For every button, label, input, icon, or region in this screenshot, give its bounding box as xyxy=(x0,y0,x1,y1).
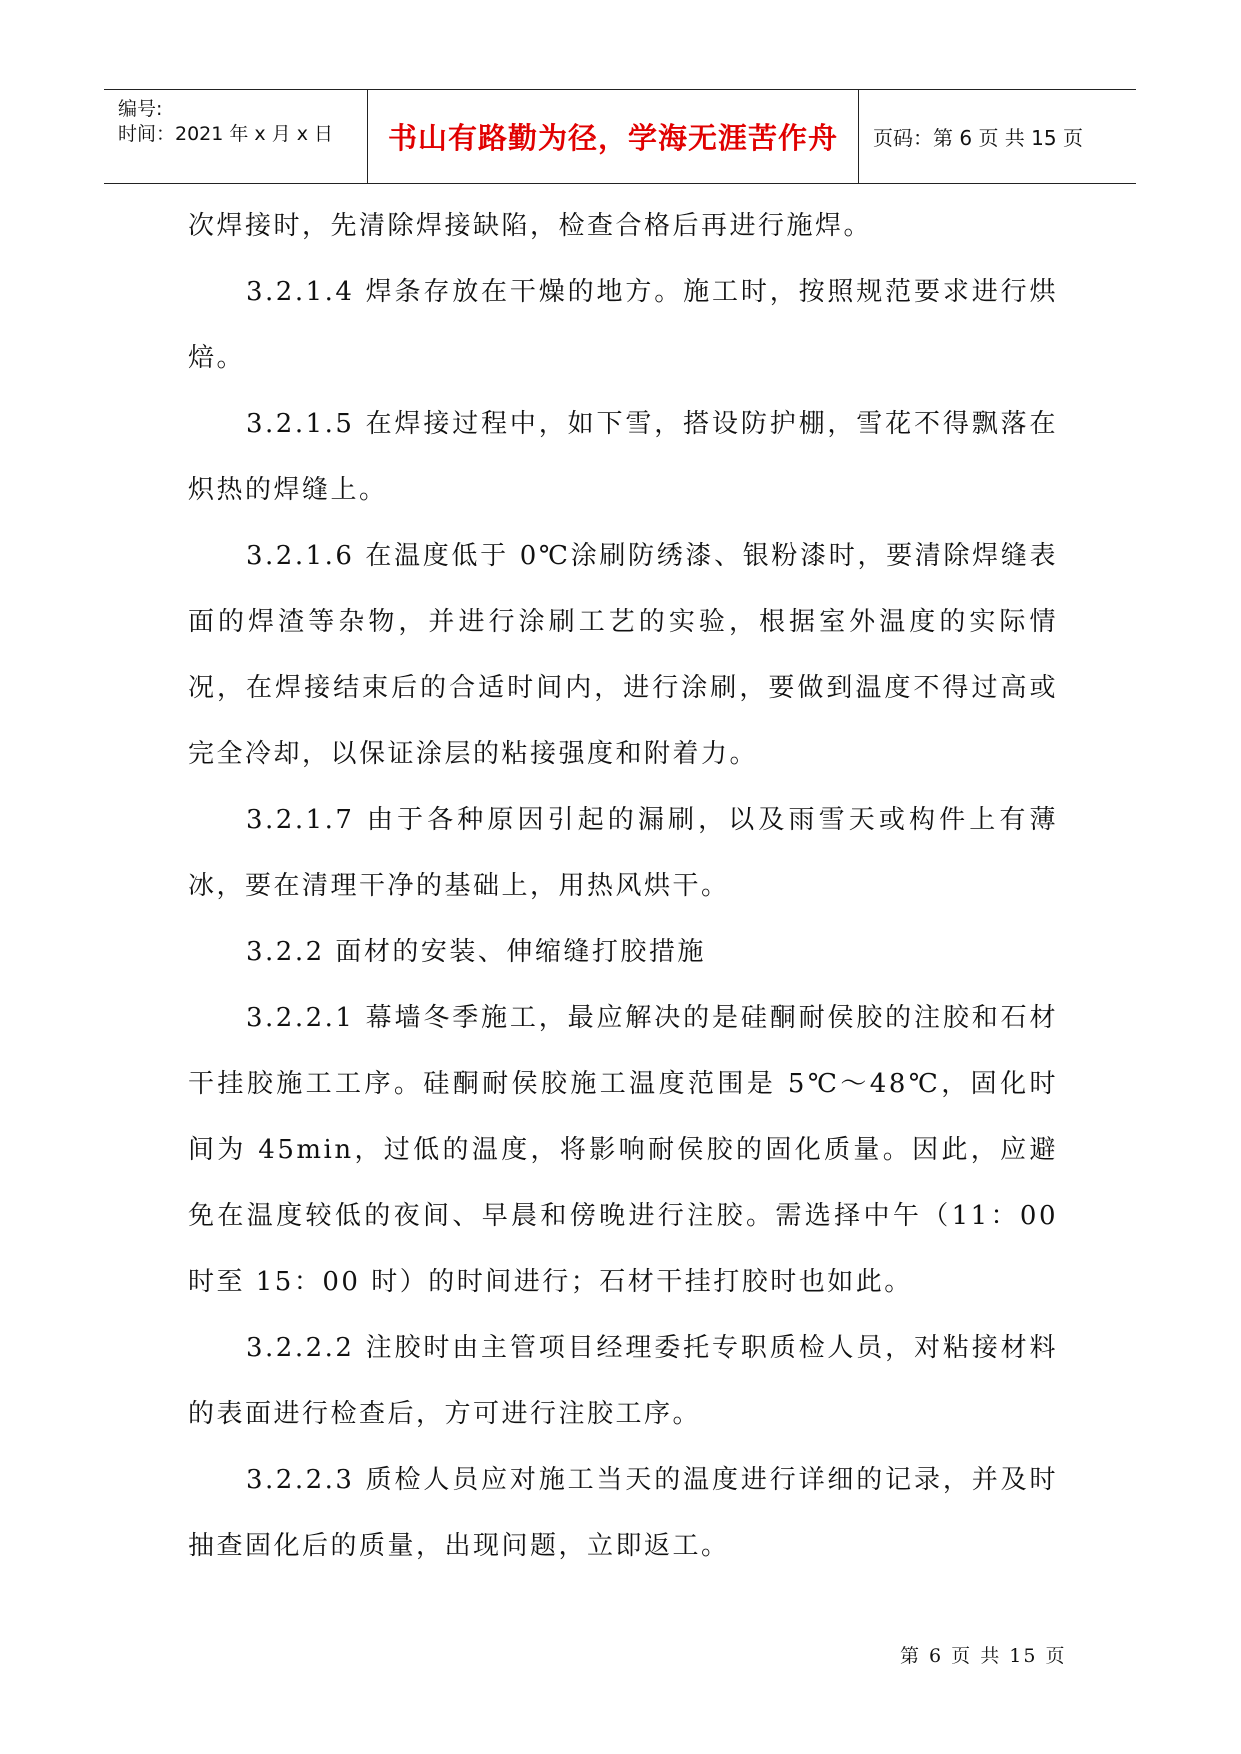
page-header xyxy=(104,89,1136,184)
header-page-info: 页码：第 6 页 共 15 页 xyxy=(873,126,1083,150)
page-footer-number: 第 6 页 共 15 页 xyxy=(900,1645,1067,1667)
section-heading-3-2-2: 3.2.2 面材的安装、伸缩缝打胶措施 xyxy=(246,937,706,967)
header-meta-cell xyxy=(104,90,368,183)
document-body xyxy=(188,193,1058,1579)
header-motto: 书山有路勤为径，学海无涯苦作舟 xyxy=(368,90,859,183)
paragraph-3-2-1-5: 3.2.1.5 在焊接过程中，如下雪，搭设防护棚，雪花不得飘落在炽热的焊缝上。 xyxy=(188,409,1058,505)
paragraph-3-2-1-4: 3.2.1.4 焊条存放在干燥的地方。施工时，按照规范要求进行烘焙。 xyxy=(188,277,1058,373)
paragraph-3-2-1-6: 3.2.1.6 在温度低于 0℃涂刷防绣漆、银粉漆时，要清除焊缝表面的焊渣等杂物，并进行涂刷工艺的实验，根据室外温度的实际情况，在焊接结束后的合适时间内，进行涂刷，要做到温度不得过高或完全冷却，以保证涂层的粘接强度和附着力。 xyxy=(188,541,1058,769)
paragraph-3-2-2-3: 3.2.2.3 质检人员应对施工当天的温度进行详细的记录，并及时抽查固化后的质量，出现问题，立即返工。 xyxy=(188,1465,1058,1561)
paragraph-continuation: 次焊接时，先清除焊接缺陷，检查合格后再进行施焊。 xyxy=(188,211,873,241)
paragraph-3-2-2-2: 3.2.2.2 注胶时由主管项目经理委托专职质检人员，对粘接材料的表面进行检查后，方可进行注胶工序。 xyxy=(188,1333,1058,1429)
document-number-label: 编号: xyxy=(118,98,163,120)
paragraph-3-2-2-1: 3.2.2.1 幕墙冬季施工，最应解决的是硅酮耐侯胶的注胶和石材干挂胶施工工序。硅酮耐侯胶施工温度范围是 5℃～48℃，固化时间为 45min，过低的温度，将影响耐侯胶的固化质量。因此，应避免在温度较低的夜间、早晨和傍晚进行注胶。需选择中午（11：00 时至 15：00 时）的时间进行；石材干挂打胶时也如此。 xyxy=(188,1003,1058,1297)
paragraph-3-2-1-7: 3.2.1.7 由于各种原因引起的漏刷，以及雨雪天或构件上有薄冰，要在清理干净的基础上，用热风烘干。 xyxy=(188,805,1058,901)
document-date: 时间：2021 年 x 月 x 日 xyxy=(118,123,334,145)
